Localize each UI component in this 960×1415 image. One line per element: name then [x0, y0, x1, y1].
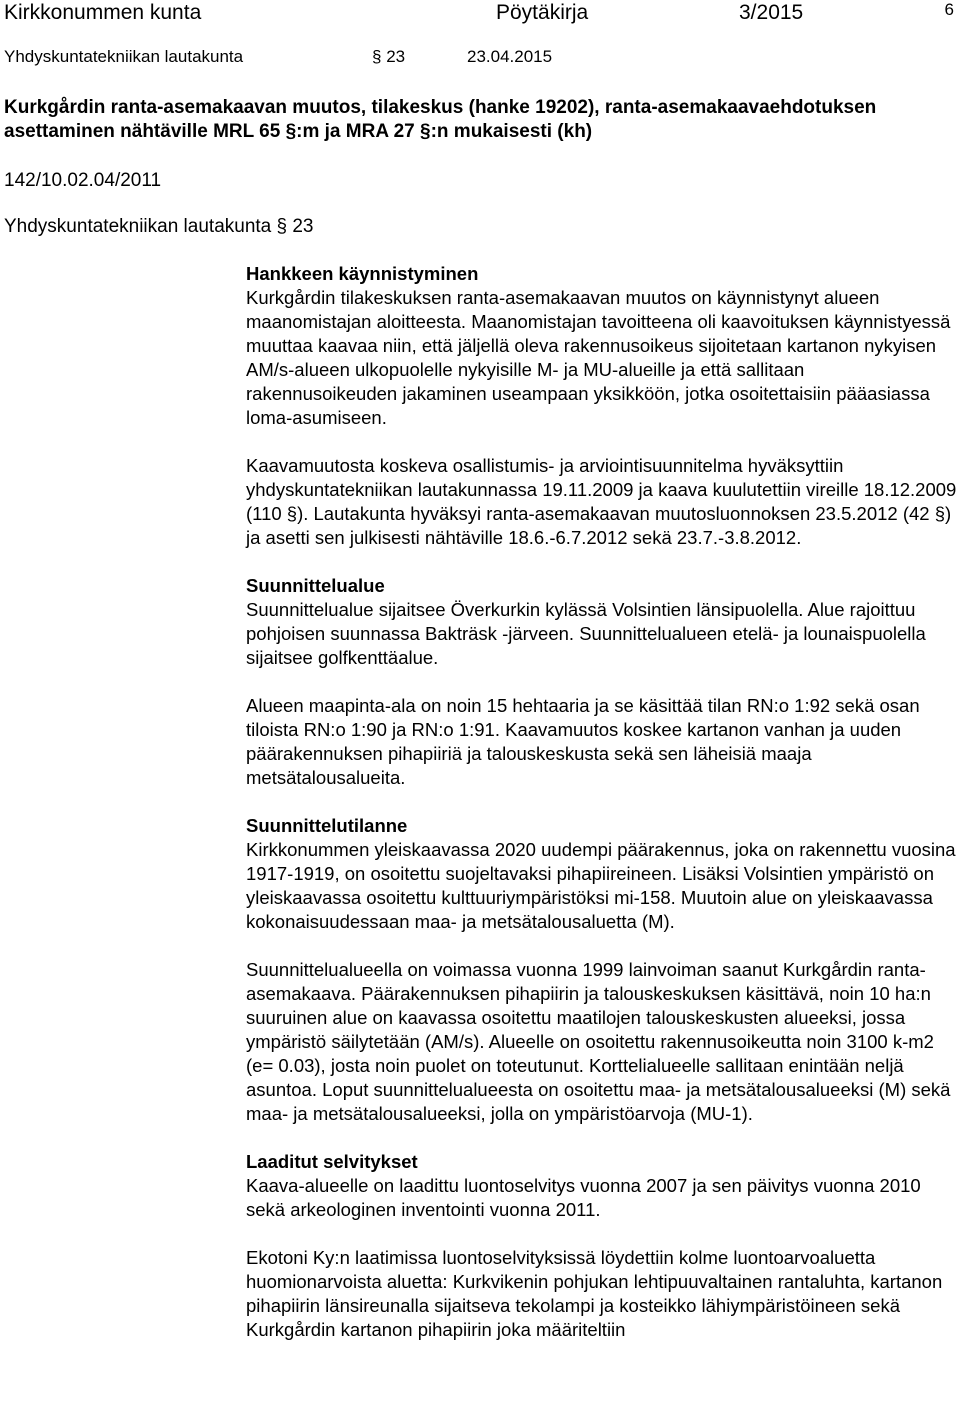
paragraph-planning-area-2: Alueen maapinta-ala on noin 15 hehtaaria ja se käsittää tilan RN:o 1:92 sekä osan tiloista RN:o 1:90 ja RN:o 1:91. Kaavamuutos koskee kartanon vanhan ja uuden päärakennuksen pihapiiriä ja talouskeskusta sekä sen läheisiä maaja metsätalousalueita. — [246, 695, 920, 788]
board-section-line: Yhdyskuntatekniikan lautakunta § 23 — [4, 216, 314, 237]
spacer — [246, 1126, 958, 1150]
paragraph-planning-area-1: Suunnittelualue sijaitsee Överkurkin kylässä Volsintien länsipuolella. Alue rajoittuu pohjoisen suunnassa Bakträsk -järveen. Suunnittelualueen etelä- ja lounaispuolella sijaitsee golfkenttäalue. — [246, 599, 926, 668]
document-body — [246, 262, 958, 1342]
paragraph-project-start-2: Kaavamuutosta koskeva osallistumis- ja arviointisuunnitelma hyväksyttiin yhdyskuntatekniikan lautakunnassa 19.11.2009 ja kaava kuulutettiin vireille 18.12.2009 (110 §). Lautakunta hyväksyi ranta-asemakaavan muutosluonnoksen 23.5.2012 (42 §) ja asetti sen julkisesti nähtäville 18.6.-6.7.2012 sekä 23.7.-3.8.2012. — [246, 455, 957, 548]
spacer — [246, 430, 958, 454]
spacer — [246, 1222, 958, 1246]
heading-project-start: Hankkeen käynnistyminen — [246, 263, 479, 284]
heading-planning-situation: Suunnittelutilanne — [246, 815, 408, 836]
paragraph-project-start-1: Kurkgårdin tilakeskuksen ranta-asemakaavan muutos on käynnistynyt alueen maanomistajan aloitteesta. Maanomistajan tavoitteena oli kaavoituksen käynnistyessä muuttaa kaavaa niin, että jäljellä oleva rakennusoikeus sijoitetaan kartanon nykyisen AM/s-alueen ulkopuolelle nykyisille M- ja MU-alueille ja että sallitaan rakennusoikeuden jakaminen useampaan yksikköön, jotka osoitettaisiin pääasiassa loma-asumiseen. — [246, 287, 951, 428]
spacer — [246, 550, 958, 574]
paragraph-planning-situation-2: Suunnittelualueella on voimassa vuonna 1999 lainvoiman saanut Kurkgårdin ranta-asemakaava. Päärakennuksen pihapiirin ja talouskeskuksen käsittävä, noin 10 ha:n suuruinen alue on kaavassa osoitettu maatilojen talouskeskusten alueeksi, jossa ympäristö säilytetään (AM/s). Alueelle on osoitettu rakennusoikeutta noin 3100 k-m2 (e= 0.03), josta noin puolet on toteutunut. Korttelialueelle sallitaan enintään neljä asuntoa. Loput suunnittelualueesta on osoitettu maa- ja metsätalousalueeksi (M) sekä maa- ja metsätalousalueeksi, jolla on ympäristöarvoja (MU-1). — [246, 959, 951, 1124]
paragraph-surveys-1: Kaava-alueelle on laadittu luontoselvitys vuonna 2007 ja sen päivitys vuonna 2010 sekä arkeologinen inventointi vuonna 2011. — [246, 1175, 921, 1220]
heading-surveys: Laaditut selvitykset — [246, 1151, 418, 1172]
section-value: 23 — [386, 47, 406, 66]
matter-title: Kurkgårdin ranta-asemakaavan muutos, tilakeskus (hanke 19202), ranta-asemakaavaehdotuksen asettaminen nähtäville MRL 65 §:m ja MRA 27 §:n mukaisesti (kh) — [4, 97, 877, 142]
page-header — [0, 0, 960, 80]
heading-planning-area: Suunnittelualue — [246, 575, 385, 596]
paragraph-surveys-2: Ekotoni Ky:n laatimissa luontoselvityksissä löydettiin kolme luontoarvoaluetta huomionarvoista aluetta: Kurkvikenin pohjukan lehtipuuvaltainen rantaluhta, kartanon pihapiirin länsireunalla sijaitseva tekolampi ja kosteikko lähiympäristöineen sekä Kurkgårdin kartanon pihapiirin joka määriteltiin — [246, 1247, 943, 1340]
municipality-name: Kirkkonummen kunta — [4, 1, 202, 24]
document-type: Pöytäkirja — [496, 1, 589, 24]
document-number: 3/2015 — [739, 1, 804, 24]
section-symbol: § — [372, 47, 387, 66]
board-name: Yhdyskuntatekniikan lautakunta — [4, 47, 244, 66]
spacer — [246, 934, 958, 958]
meeting-date: 23.04.2015 — [467, 47, 553, 66]
paragraph-planning-situation-1: Kirkkonummen yleiskaavassa 2020 uudempi päärakennus, joka on rakennettu vuosina 1917-1919, on osoitettu suojeltavaksi pihapiireineen. Lisäksi Volsintien ympäristö on yleiskaavassa osoitettu kulttuuriympäristöksi mi-158. Muutoin alue on yleiskaavassa kokonaisuudessaan maa- ja metsätalousaluetta (M). — [246, 839, 956, 932]
reference-number: 142/10.02.04/2011 — [4, 170, 162, 191]
spacer — [246, 670, 958, 694]
section-number — [372, 47, 405, 67]
page-number: 6 — [944, 0, 954, 19]
spacer — [246, 790, 958, 814]
